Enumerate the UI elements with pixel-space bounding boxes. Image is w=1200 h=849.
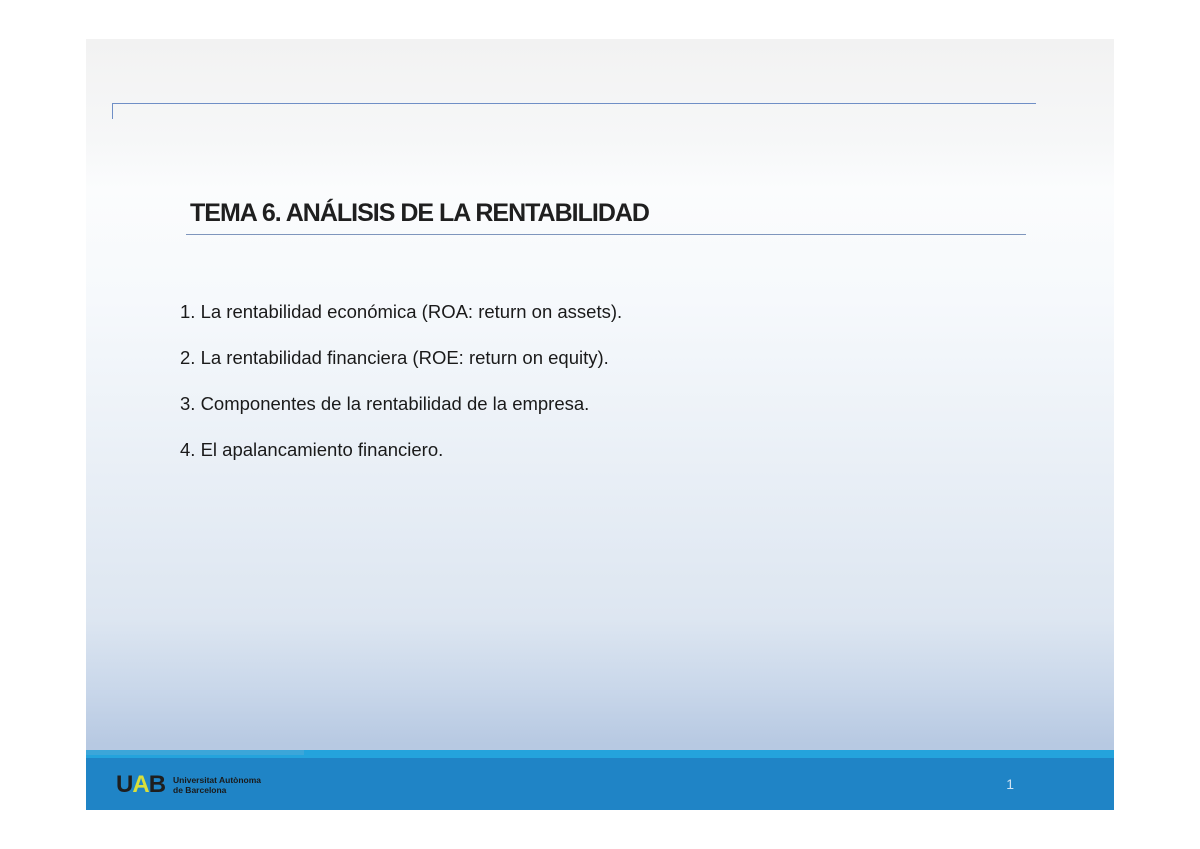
logo-letter-b: B: [148, 771, 166, 798]
page-number: 1: [1006, 776, 1014, 792]
footer-stripe-left: [86, 750, 304, 755]
logo-letter-u: U: [116, 771, 133, 798]
slide-title: TEMA 6. ANÁLISIS DE LA RENTABILIDAD: [190, 199, 649, 227]
logo-text-line2: de Barcelona: [173, 785, 227, 795]
footer-bar: [86, 758, 1114, 810]
header-rule: [112, 103, 1036, 104]
topic-item: 4. El apalancamiento financiero.: [180, 439, 444, 460]
uab-logo: [116, 771, 262, 798]
topic-item: 1. La rentabilidad económica (ROA: return on assets).: [180, 301, 623, 322]
logo-text-line1: Universitat Autònoma: [173, 775, 262, 785]
topic-item: 3. Componentes de la rentabilidad de la empresa.: [180, 393, 590, 414]
topic-list: [180, 298, 622, 482]
slide: [86, 39, 1114, 810]
header-rule-tick: [112, 103, 113, 119]
uab-logo-text: [173, 775, 261, 795]
topic-item: 2. La rentabilidad financiera (ROE: return on equity).: [180, 347, 609, 368]
uab-logo-mark: [116, 771, 166, 798]
title-underline: [186, 234, 1026, 235]
logo-letter-a: A: [132, 771, 149, 798]
